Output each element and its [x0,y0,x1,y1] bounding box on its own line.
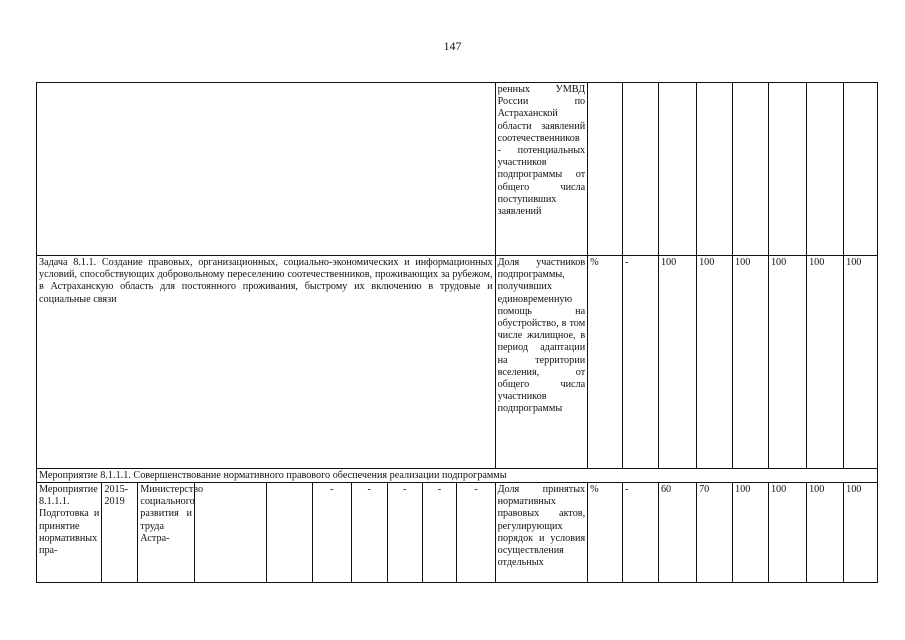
value-cell: 60 [658,483,696,583]
empty-task-cell [37,83,496,256]
value-cell: 100 [768,256,806,469]
funding-source-cell [194,483,266,583]
value-cell: 100 [733,483,769,583]
funding-cell: - [351,483,387,583]
task-row [37,256,878,469]
value-cell: 100 [807,256,844,469]
funding-cell: - [312,483,351,583]
funding-cell: - [457,483,495,583]
base-value-cell [623,83,659,256]
funding-cell: - [387,483,422,583]
value-cell: 100 [768,483,806,583]
measure-row [37,483,878,583]
value-cell: 100 [658,256,696,469]
value-cell: 100 [844,256,878,469]
value-cell [768,83,806,256]
value-cell [658,83,696,256]
base-value-cell: - [623,483,659,583]
value-cell: 100 [733,256,769,469]
period-cell: 2015-2019 [102,483,138,583]
funding-cell [266,483,312,583]
value-cell [733,83,769,256]
value-cell [844,83,878,256]
measure-header-cell: Мероприятие 8.1.1.1. Совершенствование нормативного правового обеспечения реализации подпрограммы [37,469,878,483]
value-cell: 100 [807,483,844,583]
value-cell [807,83,844,256]
task-text-cell: Задача 8.1.1. Создание правовых, организационных, социально-экономических и информационных условий, способствующих добровольному переселению соотечественников, проживающих за рубежом, в Астраханскую область для постоянного проживания, быстрому их включению в трудовые и социальные связи [37,256,496,469]
executor-cell: Министерство социального развития и труда Астра- [138,483,195,583]
indicator-cell: Доля принятых нормативных правовых актов, регулирующих порядок и условия осуществления отдельных [495,483,588,583]
measure-name-cell: Мероприятие 8.1.1.1. Подготовка и принятие нормативных пра- [37,483,102,583]
program-table [36,82,878,583]
page-number: 147 [443,39,462,53]
value-cell [697,83,733,256]
unit-cell [588,83,623,256]
unit-cell: % [588,483,623,583]
indicator-cell: Доля участников подпрограммы, получивших единовременную помощь на обустройство, в том числе жилищное, в период адаптации на территории вселения, от общего числа участников подпрограммы [495,256,588,469]
value-cell: 70 [697,483,733,583]
value-cell: 100 [697,256,733,469]
value-cell: 100 [844,483,878,583]
funding-cell: - [422,483,457,583]
indicator-cell: ренных УМВД России по Астраханской области заявлений соотечественников - потенциальных участников подпрограммы от общего числа поступивших заявлений [495,83,588,256]
base-value-cell: - [623,256,659,469]
continuation-row [37,83,878,256]
unit-cell: % [588,256,623,469]
measure-header-row [37,469,878,483]
